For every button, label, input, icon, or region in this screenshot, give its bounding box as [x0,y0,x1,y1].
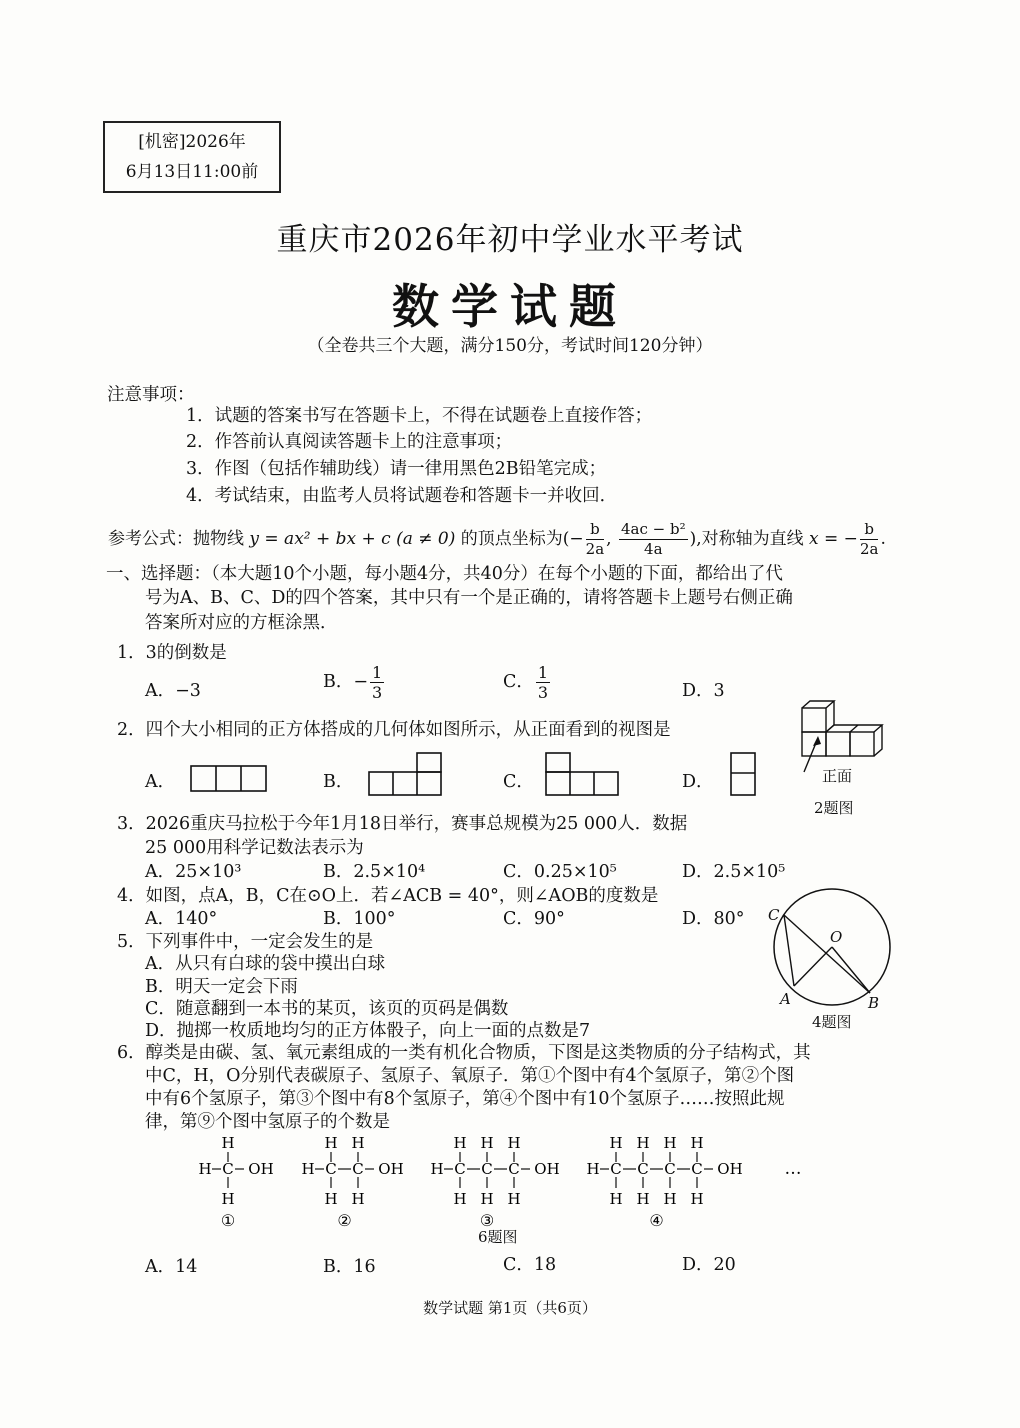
hydrogen-atom: H [480,1134,494,1152]
exam-title: 重庆市2026年初中学业水平考试 [276,222,744,258]
hydrogen-atom: H [198,1160,212,1178]
q6-line-4: 律，第⑨个图中氢原子的个数是 [145,1112,390,1132]
q6-option-c: C．18 [503,1255,557,1275]
q3-option-a: A．25×10³ [145,862,242,882]
q5-option-d: D．抛掷一枚质地均匀的正方体骰子，向上一面的点数是7 [145,1021,591,1041]
formula-axis-text: ,对称轴为直线 [696,529,804,549]
q3-option-d: D．2.5×10⁵ [682,862,786,882]
q4-label-o: O [830,928,843,946]
carbon-atom: C [325,1160,337,1178]
q4-option-a: A．140° [145,909,218,929]
q2-option-b-figure [368,752,448,798]
hydrogen-atom: H [453,1190,467,1208]
q2-option-d-label: D． [682,772,714,792]
q6-figure-caption: 6题图 [478,1228,518,1246]
q1-stem: 1．3的倒数是 [117,643,227,663]
hydroxyl-group: OH [378,1160,404,1178]
hydrogen-atom: H [690,1190,704,1208]
q6-line-2: 中C，H，O分别代表碳原子、氢原子、氧原子．第①个图中有4个氢原子，第②个图 [145,1066,795,1086]
carbon-atom: C [222,1160,234,1178]
figure-number: ② [337,1211,352,1230]
q6-option-b: B．16 [323,1257,376,1277]
carbon-atom: C [454,1160,466,1178]
q6-line-3: 中有6个氢原子，第③个图中有8个氢原子，第④个图中有10个氢原子……按照此规 [145,1089,785,1109]
section-1-line-1: 一、选择题：（本大题10个小题，每小题4分，共40分）在每个小题的下面，都给出了代 [106,564,783,584]
q4-option-b: B．100° [323,909,396,929]
page-footer: 数学试题 第1页（共6页） [423,1299,597,1317]
q3-option-b: B．2.5×10⁴ [323,862,426,882]
subject-title: 数学试题 [392,280,628,335]
ellipsis: … [784,1159,802,1179]
hydrogen-atom: H [609,1190,623,1208]
hydrogen-atom: H [453,1134,467,1152]
hydrogen-atom: H [430,1160,444,1178]
reference-formula: 参考公式：抛物线 y = ax² + bx + c (a ≠ 0) 的顶点坐标为(− $\frac{b}{2a}$ , $\frac{\text{4ac − b²}}{4a}$ ),对称轴为直线 x = − $\frac{b}{2a}$ . [108,520,886,558]
hydrogen-atom: H [609,1134,623,1152]
carbon-atom: C [481,1160,493,1178]
confidential-line-2: 6月13日11:00前 [125,162,259,182]
hydrogen-atom: H [586,1160,600,1178]
q3-line-2: 25 000用科学记数法表示为 [145,838,364,858]
carbon-atom: C [610,1160,622,1178]
hydroxyl-group: OH [534,1160,560,1178]
hydrogen-atom: H [507,1134,521,1152]
q5-option-a: A．从只有白球的袋中摸出白球 [145,954,386,974]
hydrogen-atom: H [480,1190,494,1208]
exam-info: （全卷共三个大题，满分150分，考试时间120分钟） [307,336,713,356]
confidential-line-1: [机密]2026年 [138,132,246,152]
section-1-line-3: 答案所对应的方框涂黑． [145,613,338,633]
hydrogen-atom: H [324,1134,338,1152]
q6-option-d: D．20 [682,1255,736,1275]
q6-line-1: 6．醇类是由碳、氢、氧元素组成的一类有机化合物质，下图是这类物质的分子结构式，其 [117,1043,811,1063]
q4-stem: 4．如图，点A，B，C在⊙O上．若∠ACB = 40°，则∠AOB的度数是 [117,886,659,906]
hydroxyl-group: OH [717,1160,743,1178]
q5-option-b: B．明天一定会下雨 [145,977,298,997]
carbon-atom: C [691,1160,703,1178]
confidential-box [103,121,281,193]
note-item-1: 1．试题的答案书写在答题卡上，不得在试题卷上直接作答； [186,406,653,426]
carbon-atom: C [637,1160,649,1178]
hydroxyl-group: OH [248,1160,274,1178]
fraction-axis: $\frac{b}{2a}$ [859,520,879,558]
q1-option-c: C． $\frac{1}{3}$ [503,663,549,702]
q2-option-a-label: A． [145,772,176,792]
figure-number: ④ [649,1211,664,1230]
hydrogen-atom: H [301,1160,315,1178]
carbon-atom: C [664,1160,676,1178]
figure-number: ① [220,1211,236,1230]
notes-heading: 注意事项： [107,385,195,405]
q4-label-b: B [868,994,880,1012]
q2-front-label: 正面 [822,767,853,785]
q2-option-d-figure [730,752,760,798]
carbon-atom: C [352,1160,364,1178]
formula-vertex-open: (− [562,529,584,549]
hydrogen-atom: H [663,1134,677,1152]
q2-option-b-label: B． [323,772,354,792]
note-item-3: 3．作图（包括作辅助线）请一律用黑色2B铅笔完成； [186,459,607,479]
fraction-vertex-x: $\frac{b}{2a}$ [585,520,605,558]
formula-equation: y = ax² + bx + c (a ≠ 0) [249,529,456,549]
q2-option-c-label: C． [503,772,534,792]
q3-line-1: 3．2026重庆马拉松于今年1月18日举行，赛事总规模为25 000人．数据 [117,814,688,834]
figure-number: ③ [479,1211,495,1230]
hydrogen-atom: H [663,1190,677,1208]
q1-option-a: A．−3 [145,681,201,701]
note-item-4: 4．考试结束，由监考人员将试题卷和答题卡一并收回． [186,486,618,506]
carbon-atom: C [508,1160,520,1178]
hydrogen-atom: H [324,1190,338,1208]
q5-stem: 5．下列事件中，一定会发生的是 [117,932,374,952]
q6-option-a: A．14 [145,1257,198,1277]
hydrogen-atom: H [690,1134,704,1152]
q4-option-c: C．90° [503,909,565,929]
q3-option-c: C．0.25×10⁵ [503,862,617,882]
section-1-line-2: 号为A、B、C、D的四个答案，其中只有一个是正确的，请将答题卡上题号右侧正确 [145,588,793,608]
fraction-vertex-y: $\frac{\text{4ac − b²}}{4a}$ [620,520,686,558]
q4-label-a: A [780,990,791,1008]
q4-label-c: C [768,906,780,924]
q5-option-c: C．随意翻到一本书的某页，该页的页码是偶数 [145,999,509,1019]
formula-vertex-text: 的顶点坐标为 [460,529,563,549]
q2-option-a-figure [190,765,270,795]
hydrogen-atom: H [351,1134,365,1152]
formula-prefix: 参考公式：抛物线 [108,529,244,549]
q1-option-b: B．− $\frac{1}{3}$ [323,663,383,702]
q2-stem: 2．四个大小相同的正方体搭成的几何体如图所示，从正面看到的视图是 [117,720,671,740]
q2-option-c-figure [545,752,625,798]
note-item-2: 2．作答前认真阅读答题卡上的注意事项； [186,432,513,452]
hydrogen-atom: H [507,1190,521,1208]
q2-figure-caption: 2题图 [814,799,854,817]
q1-option-d: D．3 [682,681,725,701]
q4-option-d: D．80° [682,909,745,929]
hydrogen-atom: H [221,1134,235,1152]
hydrogen-atom: H [636,1190,650,1208]
hydrogen-atom: H [636,1134,650,1152]
hydrogen-atom: H [351,1190,365,1208]
hydrogen-atom: H [221,1190,235,1208]
q4-figure-caption: 4题图 [812,1013,852,1031]
